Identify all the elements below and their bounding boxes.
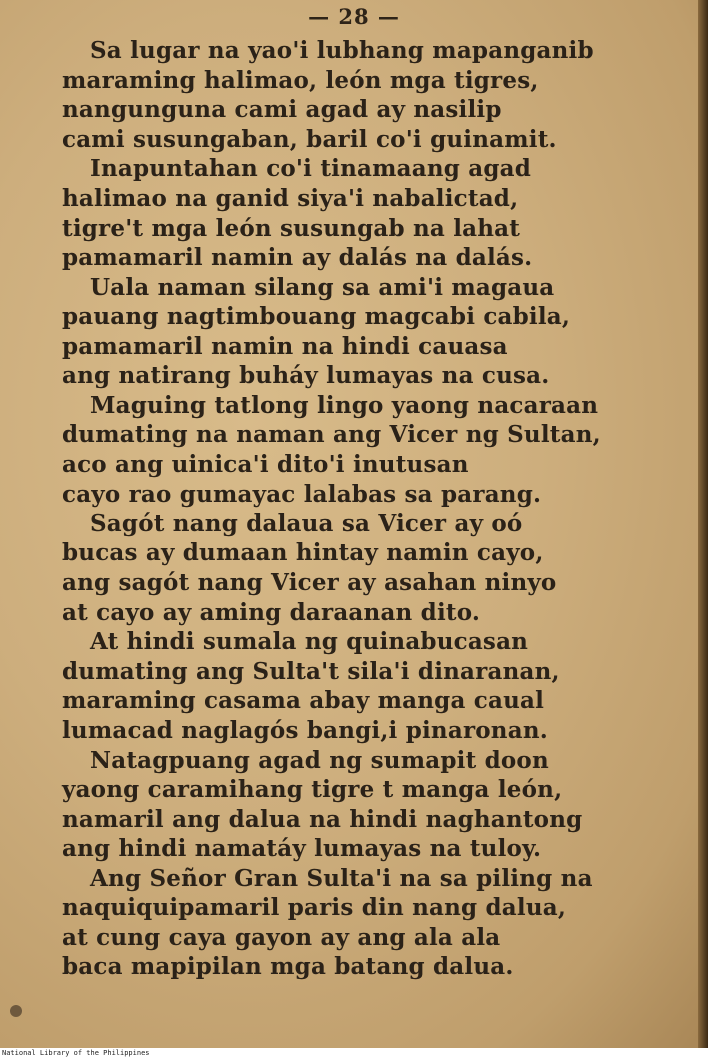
- stanza-1-line-4: cami susungaban, baril co'i guinamit.: [62, 126, 557, 153]
- stanza-5-line-3: ang sagót nang Vicer ay asahan ninyo: [62, 569, 557, 596]
- stanza-7-line-1: Natagpuang agad ng sumapit doon: [90, 747, 549, 774]
- stanza-8-line-4: baca mapipilan mga batang dalua.: [62, 953, 514, 980]
- footer-credit: National Library of the Philippines: [0, 1048, 708, 1058]
- stanza-4-line-2: dumating na naman ang Vicer ng Sultan,: [62, 421, 601, 448]
- stanza-2-line-3: tigre't mga león susungab na lahat: [62, 215, 521, 242]
- stanza-6-line-3: maraming casama abay manga caual: [62, 687, 545, 714]
- stanza-1-line-3: nangunguna cami agad ay nasilip: [62, 96, 502, 123]
- stanza-6-line-1: At hindi sumala ng quinabucasan: [90, 628, 529, 655]
- stanza-5-line-1: Sagót nang dalaua sa Vicer ay oó: [90, 510, 523, 537]
- stanza-2-line-4: pamamaril namin ay dalás na dalás.: [62, 244, 533, 271]
- stanza-4-line-1: Maguing tatlong lingo yaong nacaraan: [90, 392, 599, 419]
- stanza-5-line-4: at cayo ay aming daraanan dito.: [62, 599, 481, 626]
- stanza-7-line-4: ang hindi namatáy lumayas na tuloy.: [62, 835, 542, 862]
- stanza-3-line-4: ang natirang buháy lumayas na cusa.: [62, 362, 550, 389]
- stanza-8-line-3: at cung caya gayon ay ang ala ala: [62, 924, 501, 951]
- stanza-3-line-1: Uala naman silang sa ami'i magaua: [90, 274, 555, 301]
- stanza-2-line-1: Inapuntahan co'i tinamaang agad: [90, 155, 532, 182]
- ink-spot: [10, 1005, 22, 1017]
- stanza-5-line-2: bucas ay dumaan hintay namin cayo,: [62, 539, 544, 566]
- stanza-4-line-4: cayo rao gumayac lalabas sa parang.: [62, 481, 542, 508]
- stanza-8-line-2: naquiquipamaril paris din nang dalua,: [62, 894, 567, 921]
- stanza-2-line-2: halimao na ganid siya'i nabalictad,: [62, 185, 519, 212]
- stanza-7-line-2: yaong caramihang tigre t manga león,: [62, 776, 563, 803]
- stanza-1-line-1: Sa lugar na yao'i lubhang mapanganib: [90, 37, 594, 64]
- stanza-3-line-2: pauang nagtimbouang magcabi cabila,: [62, 303, 571, 330]
- stanza-1-line-2: maraming halimao, león mga tigres,: [62, 67, 539, 94]
- stanza-6-line-4: lumacad naglagós bangi,i pinaronan.: [62, 717, 548, 744]
- stanza-6-line-2: dumating ang Sulta't sila'i dinaranan,: [62, 658, 560, 685]
- stanza-3-line-3: pamamaril namin na hindi cauasa: [62, 333, 508, 360]
- page-number: — 28 —: [308, 4, 400, 29]
- stanza-4-line-3: aco ang uinica'i dito'i inutusan: [62, 451, 469, 478]
- stanza-8-line-1: Ang Señor Gran Sulta'i na sa piling na: [90, 865, 593, 892]
- stanza-7-line-3: namaril ang dalua na hindi naghantong: [62, 806, 583, 833]
